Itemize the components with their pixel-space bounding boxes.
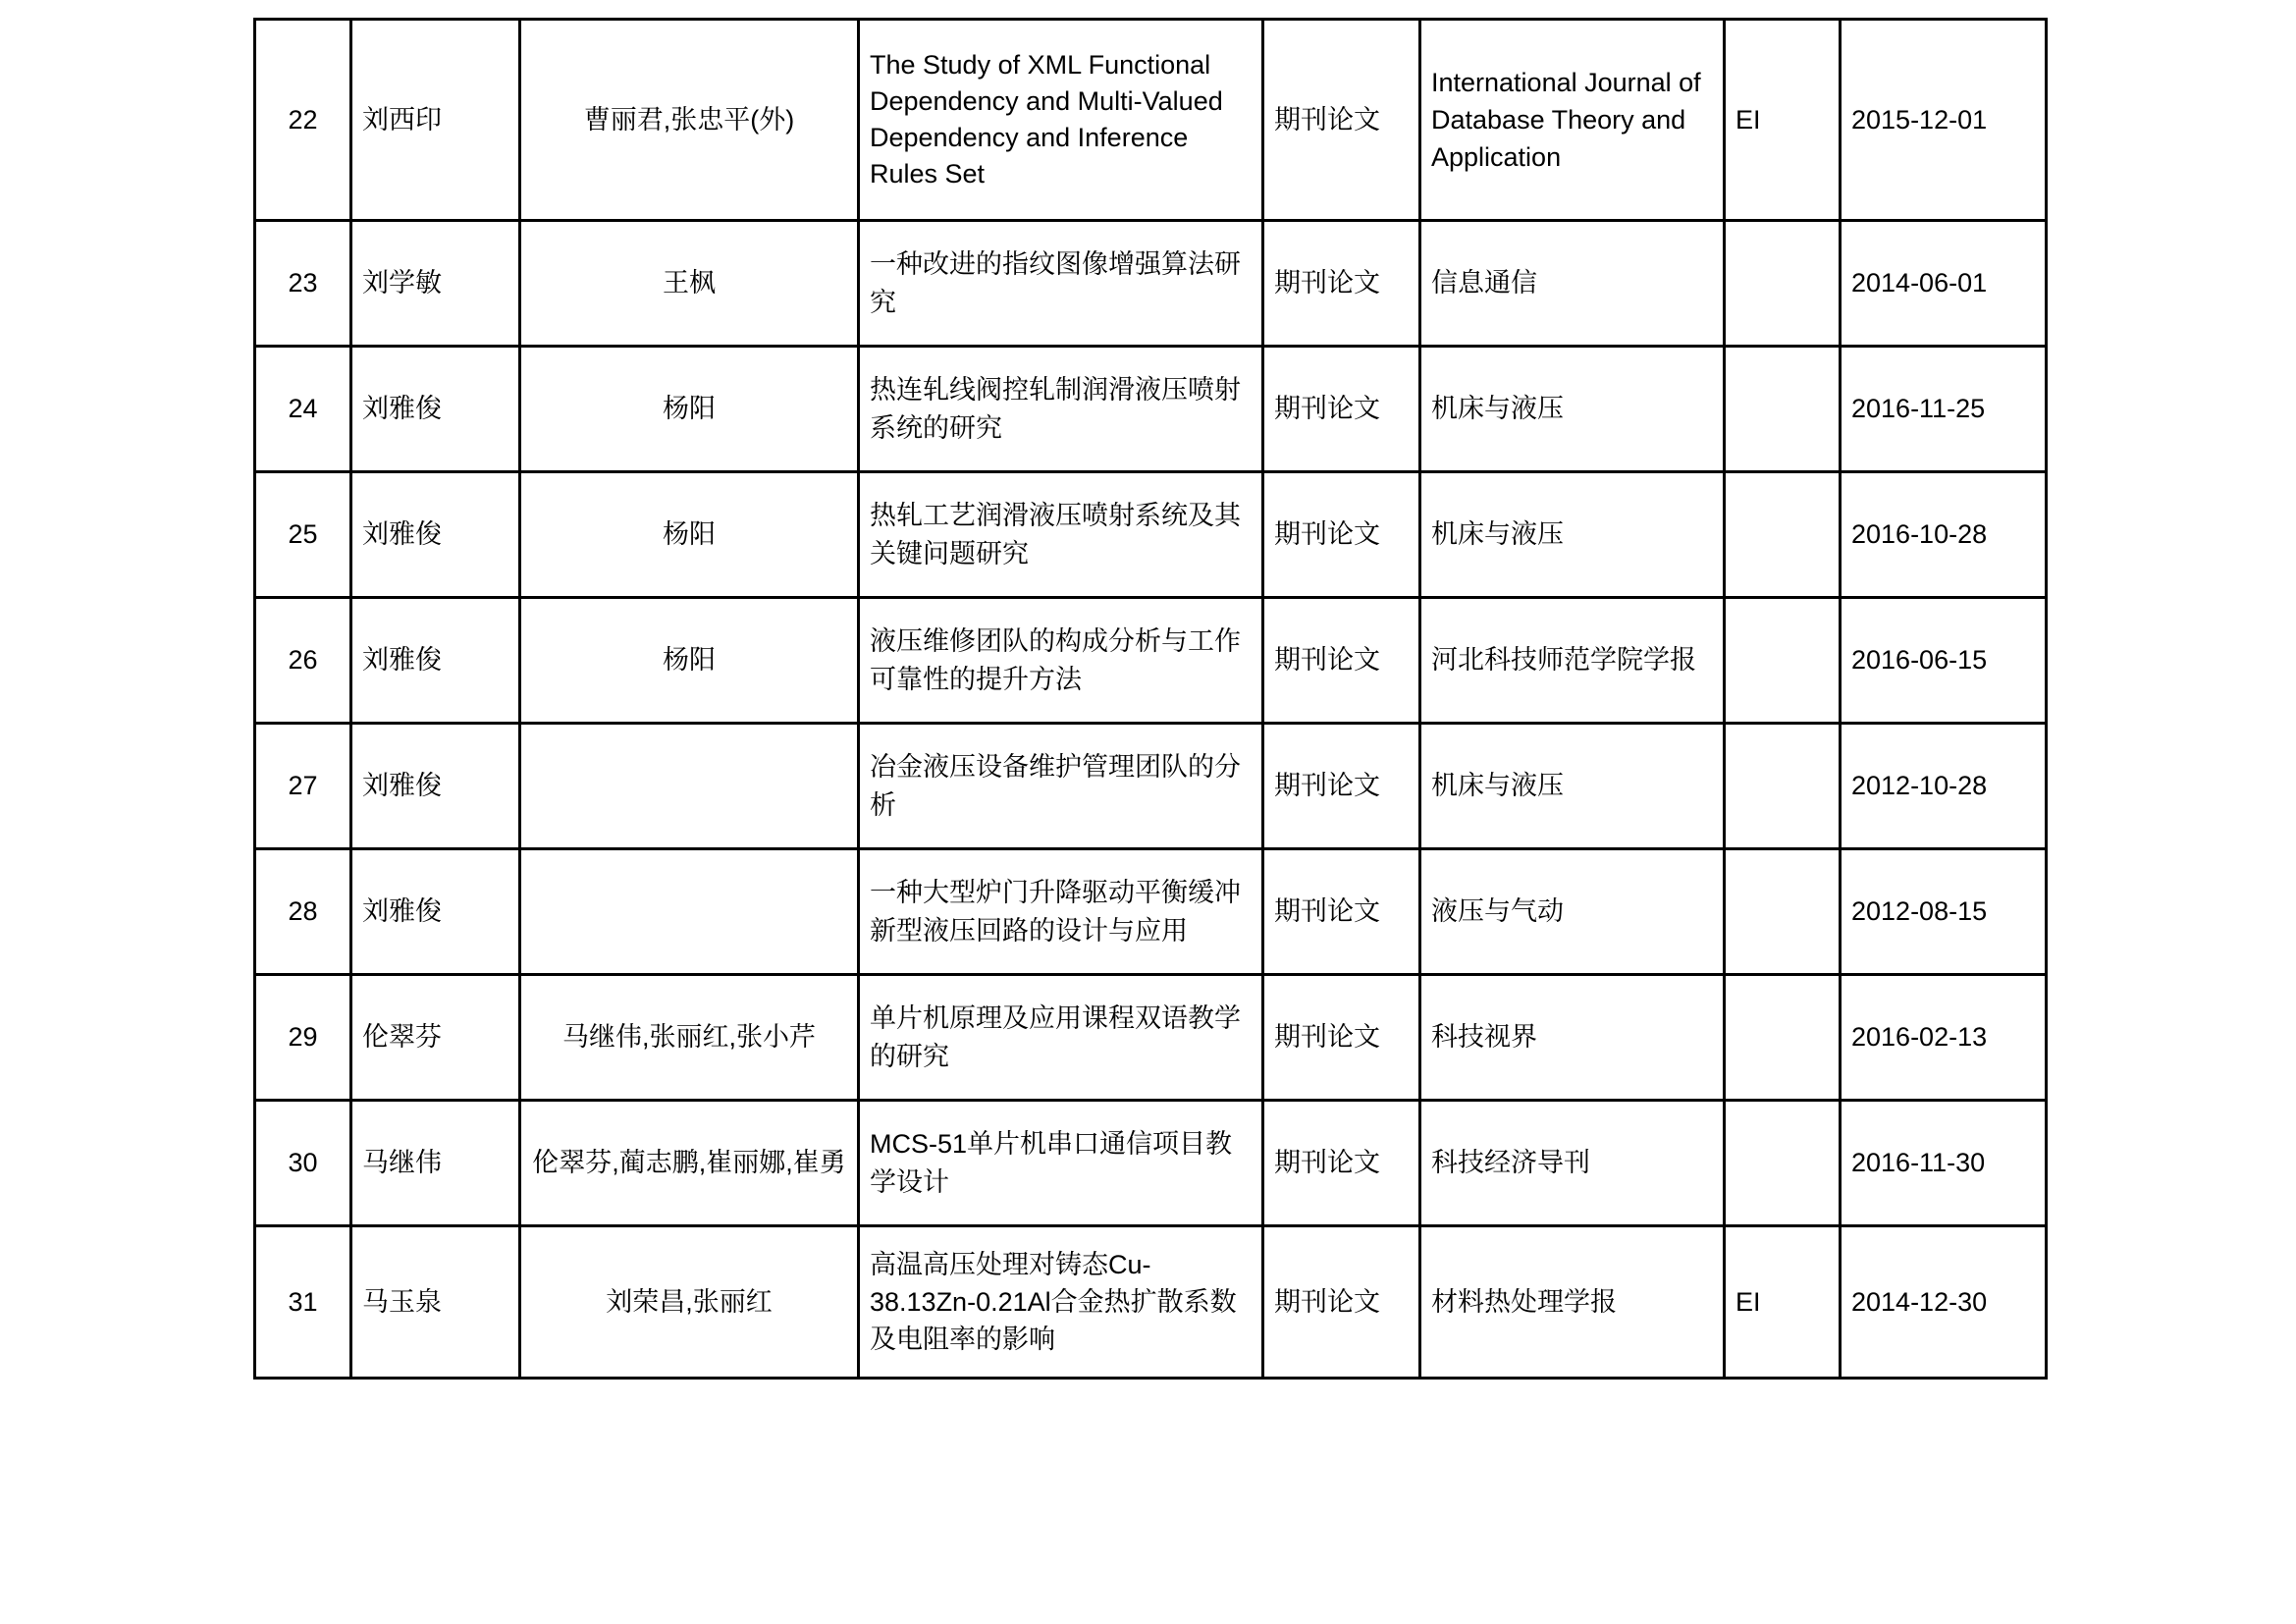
row-number: 22 bbox=[255, 20, 351, 221]
publication-source: 液压与气动 bbox=[1420, 849, 1725, 975]
paper-type: 期刊论文 bbox=[1263, 1101, 1420, 1226]
index-badge bbox=[1725, 221, 1841, 347]
first-author: 伦翠芬 bbox=[351, 975, 520, 1101]
row-number: 29 bbox=[255, 975, 351, 1101]
publication-date: 2016-11-25 bbox=[1841, 347, 2047, 472]
co-authors: 杨阳 bbox=[520, 472, 859, 598]
publication-table-wrapper bbox=[253, 18, 2045, 1380]
row-number: 31 bbox=[255, 1226, 351, 1379]
first-author: 刘雅俊 bbox=[351, 472, 520, 598]
table-row bbox=[255, 849, 2047, 975]
index-badge bbox=[1725, 472, 1841, 598]
co-authors: 杨阳 bbox=[520, 598, 859, 724]
index-badge bbox=[1725, 347, 1841, 472]
first-author: 马玉泉 bbox=[351, 1226, 520, 1379]
publication-source: International Journal of Database Theory and Application bbox=[1420, 20, 1725, 221]
first-author: 刘雅俊 bbox=[351, 849, 520, 975]
publication-source: 机床与液压 bbox=[1420, 347, 1725, 472]
publication-source: 科技视界 bbox=[1420, 975, 1725, 1101]
co-authors: 刘荣昌,张丽红 bbox=[520, 1226, 859, 1379]
paper-type: 期刊论文 bbox=[1263, 347, 1420, 472]
index-badge: EI bbox=[1725, 1226, 1841, 1379]
table-body bbox=[255, 20, 2047, 1379]
row-number: 30 bbox=[255, 1101, 351, 1226]
row-number: 26 bbox=[255, 598, 351, 724]
paper-type: 期刊论文 bbox=[1263, 1226, 1420, 1379]
first-author: 马继伟 bbox=[351, 1101, 520, 1226]
row-number: 23 bbox=[255, 221, 351, 347]
publication-source: 机床与液压 bbox=[1420, 724, 1725, 849]
row-number: 25 bbox=[255, 472, 351, 598]
publication-table bbox=[253, 18, 2048, 1380]
table-row bbox=[255, 724, 2047, 849]
paper-type: 期刊论文 bbox=[1263, 724, 1420, 849]
paper-type: 期刊论文 bbox=[1263, 975, 1420, 1101]
co-authors: 杨阳 bbox=[520, 347, 859, 472]
index-badge bbox=[1725, 975, 1841, 1101]
publication-date: 2015-12-01 bbox=[1841, 20, 2047, 221]
paper-type: 期刊论文 bbox=[1263, 598, 1420, 724]
table-row bbox=[255, 472, 2047, 598]
index-badge: EI bbox=[1725, 20, 1841, 221]
paper-title: 冶金液压设备维护管理团队的分析 bbox=[859, 724, 1263, 849]
table-row bbox=[255, 975, 2047, 1101]
table-row bbox=[255, 1226, 2047, 1379]
co-authors: 王枫 bbox=[520, 221, 859, 347]
first-author: 刘西印 bbox=[351, 20, 520, 221]
first-author: 刘雅俊 bbox=[351, 347, 520, 472]
table-row bbox=[255, 347, 2047, 472]
co-authors: 伦翠芬,蔺志鹏,崔丽娜,崔勇 bbox=[520, 1101, 859, 1226]
paper-type: 期刊论文 bbox=[1263, 221, 1420, 347]
co-authors: 曹丽君,张忠平(外) bbox=[520, 20, 859, 221]
paper-title: The Study of XML Functional Dependency and Multi-Valued Dependency and Inference Rules Set bbox=[859, 20, 1263, 221]
publication-date: 2016-02-13 bbox=[1841, 975, 2047, 1101]
publication-source: 机床与液压 bbox=[1420, 472, 1725, 598]
paper-title: 单片机原理及应用课程双语教学的研究 bbox=[859, 975, 1263, 1101]
publication-date: 2014-06-01 bbox=[1841, 221, 2047, 347]
first-author: 刘学敏 bbox=[351, 221, 520, 347]
publication-date: 2014-12-30 bbox=[1841, 1226, 2047, 1379]
paper-type: 期刊论文 bbox=[1263, 472, 1420, 598]
co-authors bbox=[520, 724, 859, 849]
row-number: 24 bbox=[255, 347, 351, 472]
paper-title: 高温高压处理对铸态Cu-38.13Zn-0.21Al合金热扩散系数及电阻率的影响 bbox=[859, 1226, 1263, 1379]
first-author: 刘雅俊 bbox=[351, 598, 520, 724]
paper-title: 热轧工艺润滑液压喷射系统及其关键问题研究 bbox=[859, 472, 1263, 598]
first-author: 刘雅俊 bbox=[351, 724, 520, 849]
table-row bbox=[255, 1101, 2047, 1226]
publication-date: 2016-10-28 bbox=[1841, 472, 2047, 598]
paper-title: 液压维修团队的构成分析与工作可靠性的提升方法 bbox=[859, 598, 1263, 724]
publication-source: 科技经济导刊 bbox=[1420, 1101, 1725, 1226]
co-authors: 马继伟,张丽红,张小芹 bbox=[520, 975, 859, 1101]
paper-title: 一种大型炉门升降驱动平衡缓冲新型液压回路的设计与应用 bbox=[859, 849, 1263, 975]
publication-date: 2012-08-15 bbox=[1841, 849, 2047, 975]
index-badge bbox=[1725, 849, 1841, 975]
paper-title: 一种改进的指纹图像增强算法研究 bbox=[859, 221, 1263, 347]
publication-source: 河北科技师范学院学报 bbox=[1420, 598, 1725, 724]
index-badge bbox=[1725, 598, 1841, 724]
table-row bbox=[255, 221, 2047, 347]
co-authors bbox=[520, 849, 859, 975]
paper-type: 期刊论文 bbox=[1263, 849, 1420, 975]
publication-source: 信息通信 bbox=[1420, 221, 1725, 347]
publication-date: 2016-11-30 bbox=[1841, 1101, 2047, 1226]
paper-title: MCS-51单片机串口通信项目教学设计 bbox=[859, 1101, 1263, 1226]
publication-date: 2016-06-15 bbox=[1841, 598, 2047, 724]
paper-title: 热连轧线阀控轧制润滑液压喷射系统的研究 bbox=[859, 347, 1263, 472]
index-badge bbox=[1725, 724, 1841, 849]
paper-type: 期刊论文 bbox=[1263, 20, 1420, 221]
row-number: 27 bbox=[255, 724, 351, 849]
publication-source: 材料热处理学报 bbox=[1420, 1226, 1725, 1379]
table-row bbox=[255, 598, 2047, 724]
publication-date: 2012-10-28 bbox=[1841, 724, 2047, 849]
row-number: 28 bbox=[255, 849, 351, 975]
table-row bbox=[255, 20, 2047, 221]
index-badge bbox=[1725, 1101, 1841, 1226]
